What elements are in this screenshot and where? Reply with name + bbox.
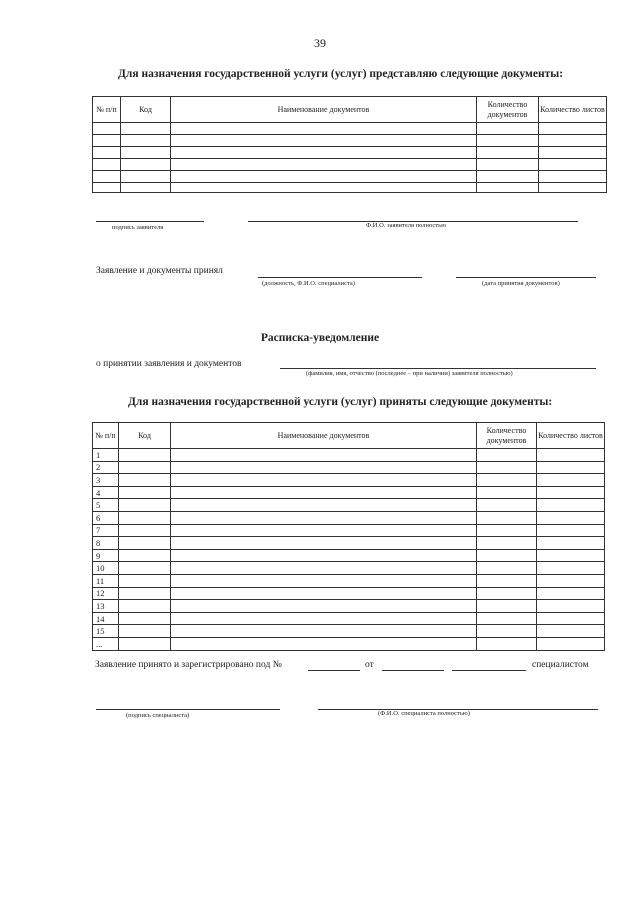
row-code bbox=[119, 499, 171, 512]
receipt-applicant-line bbox=[280, 368, 596, 369]
row-code bbox=[119, 524, 171, 537]
row-sheet-count bbox=[537, 600, 605, 613]
col-num-header: № п/п bbox=[93, 423, 119, 449]
accepted-by-line bbox=[258, 277, 422, 278]
registration-number-line bbox=[308, 670, 360, 671]
row-name bbox=[171, 549, 477, 562]
table-row bbox=[93, 183, 607, 193]
row-number: 12 bbox=[93, 587, 119, 600]
row-doc-count bbox=[477, 612, 537, 625]
row-sheet-count bbox=[537, 524, 605, 537]
table-row bbox=[93, 499, 605, 512]
row-code bbox=[119, 486, 171, 499]
row-name bbox=[171, 524, 477, 537]
table-row bbox=[93, 461, 605, 474]
row-code bbox=[119, 537, 171, 550]
table-row bbox=[93, 537, 605, 550]
row-doc-count bbox=[477, 549, 537, 562]
specialist-signature-caption: (подпись специалиста) bbox=[126, 712, 190, 719]
row-sheet-count bbox=[537, 461, 605, 474]
row-number: 8 bbox=[93, 537, 119, 550]
table-row bbox=[93, 147, 607, 159]
row-sheet-count bbox=[537, 587, 605, 600]
receipt-line-label: о принятии заявления и документов bbox=[96, 359, 242, 369]
row-name bbox=[171, 449, 477, 462]
row-doc-count bbox=[477, 486, 537, 499]
row-doc-count bbox=[477, 537, 537, 550]
col-sheet-count-header: Количество листов bbox=[539, 97, 607, 123]
row-name bbox=[171, 511, 477, 524]
row-number: ... bbox=[93, 637, 119, 650]
applicant-signature-caption: подпись заявителя bbox=[112, 224, 164, 231]
table-row bbox=[93, 449, 605, 462]
row-sheet-count bbox=[537, 449, 605, 462]
row-doc-count bbox=[477, 449, 537, 462]
table-row bbox=[93, 524, 605, 537]
row-sheet-count bbox=[537, 574, 605, 587]
table-row bbox=[93, 562, 605, 575]
row-code bbox=[119, 625, 171, 638]
row-number: 13 bbox=[93, 600, 119, 613]
row-name bbox=[171, 600, 477, 613]
specialist-fio-caption: (Ф.И.О. специалиста полностью) bbox=[378, 710, 470, 717]
receipt-title: Расписка-уведомление bbox=[260, 332, 380, 344]
row-sheet-count bbox=[537, 486, 605, 499]
table-row bbox=[93, 625, 605, 638]
table-header-row bbox=[93, 423, 605, 449]
row-code bbox=[119, 600, 171, 613]
receipt-line-caption: (фамилия, имя, отчество (последнее – при наличии) заявителя полностью) bbox=[306, 370, 513, 377]
accepted-by-label: Заявление и документы принял bbox=[96, 266, 223, 276]
row-doc-count bbox=[477, 625, 537, 638]
row-name bbox=[171, 461, 477, 474]
section2-heading: Для назначения государственной услуги (услуг) приняты следующие документы: bbox=[128, 396, 553, 408]
specialist-position-caption: (должность, Ф.И.О. специалиста) bbox=[262, 280, 355, 287]
table-header-row bbox=[93, 97, 607, 123]
col-code-header: Код bbox=[121, 97, 171, 123]
row-number: 15 bbox=[93, 625, 119, 638]
row-doc-count bbox=[477, 574, 537, 587]
row-code bbox=[119, 612, 171, 625]
row-number: 3 bbox=[93, 474, 119, 487]
row-code bbox=[119, 574, 171, 587]
col-code-header: Код bbox=[119, 423, 171, 449]
row-code bbox=[119, 562, 171, 575]
row-doc-count bbox=[477, 474, 537, 487]
row-name bbox=[171, 486, 477, 499]
row-sheet-count bbox=[537, 625, 605, 638]
col-sheet-count-header: Количество листов bbox=[537, 423, 605, 449]
accepted-documents-table bbox=[92, 422, 605, 651]
row-doc-count bbox=[477, 511, 537, 524]
table-row bbox=[93, 574, 605, 587]
row-code bbox=[119, 637, 171, 650]
col-name-header: Наименование документов bbox=[171, 97, 477, 123]
row-name bbox=[171, 587, 477, 600]
specialist-signature-line bbox=[96, 709, 280, 710]
row-name bbox=[171, 499, 477, 512]
row-sheet-count bbox=[537, 562, 605, 575]
row-number: 5 bbox=[93, 499, 119, 512]
row-number: 1 bbox=[93, 449, 119, 462]
accept-date-line bbox=[456, 277, 596, 278]
row-sheet-count bbox=[537, 474, 605, 487]
row-doc-count bbox=[477, 524, 537, 537]
row-doc-count bbox=[477, 461, 537, 474]
table-row bbox=[93, 600, 605, 613]
row-number: 6 bbox=[93, 511, 119, 524]
row-sheet-count bbox=[537, 499, 605, 512]
registration-specialist-label: специалистом bbox=[532, 660, 589, 670]
row-sheet-count bbox=[537, 511, 605, 524]
table-row bbox=[93, 159, 607, 171]
row-code bbox=[119, 549, 171, 562]
table-row bbox=[93, 474, 605, 487]
table-row bbox=[93, 135, 607, 147]
row-name bbox=[171, 562, 477, 575]
applicant-fio-caption: Ф.И.О. заявителя полностью bbox=[366, 222, 446, 229]
row-doc-count bbox=[477, 562, 537, 575]
applicant-signature-line bbox=[96, 221, 204, 222]
row-number: 2 bbox=[93, 461, 119, 474]
row-code bbox=[119, 461, 171, 474]
row-name bbox=[171, 574, 477, 587]
row-number: 11 bbox=[93, 574, 119, 587]
table-row bbox=[93, 486, 605, 499]
table-row bbox=[93, 612, 605, 625]
row-sheet-count bbox=[537, 537, 605, 550]
row-code bbox=[119, 511, 171, 524]
row-doc-count bbox=[477, 499, 537, 512]
col-doc-count-header: Количество документов bbox=[477, 423, 537, 449]
registration-year-line bbox=[452, 670, 526, 671]
accept-date-caption: (дата принятия документов) bbox=[482, 280, 560, 287]
col-name-header: Наименование документов bbox=[171, 423, 477, 449]
row-number: 9 bbox=[93, 549, 119, 562]
section1-heading: Для назначения государственной услуги (услуг) представляю следующие документы: bbox=[118, 68, 564, 80]
row-code bbox=[119, 449, 171, 462]
row-number: 4 bbox=[93, 486, 119, 499]
row-number: 14 bbox=[93, 612, 119, 625]
row-sheet-count bbox=[537, 637, 605, 650]
table-row bbox=[93, 587, 605, 600]
row-code bbox=[119, 474, 171, 487]
col-num-header: № п/п bbox=[93, 97, 121, 123]
registration-from-label: от bbox=[365, 660, 374, 670]
registration-date-line bbox=[382, 670, 444, 671]
table-row bbox=[93, 511, 605, 524]
table-row bbox=[93, 549, 605, 562]
row-doc-count bbox=[477, 637, 537, 650]
page-number: 39 bbox=[314, 36, 326, 50]
submitted-documents-table bbox=[92, 96, 607, 193]
row-doc-count bbox=[477, 600, 537, 613]
row-number: 10 bbox=[93, 562, 119, 575]
table-row bbox=[93, 637, 605, 650]
row-name bbox=[171, 625, 477, 638]
row-sheet-count bbox=[537, 549, 605, 562]
table-row bbox=[93, 171, 607, 183]
row-name bbox=[171, 537, 477, 550]
row-name bbox=[171, 637, 477, 650]
row-name bbox=[171, 474, 477, 487]
col-doc-count-header: Количество документов bbox=[477, 97, 539, 123]
row-name bbox=[171, 612, 477, 625]
row-sheet-count bbox=[537, 612, 605, 625]
registration-label: Заявление принято и зарегистрировано под № bbox=[95, 660, 282, 670]
table-row bbox=[93, 123, 607, 135]
row-code bbox=[119, 587, 171, 600]
row-doc-count bbox=[477, 587, 537, 600]
row-number: 7 bbox=[93, 524, 119, 537]
